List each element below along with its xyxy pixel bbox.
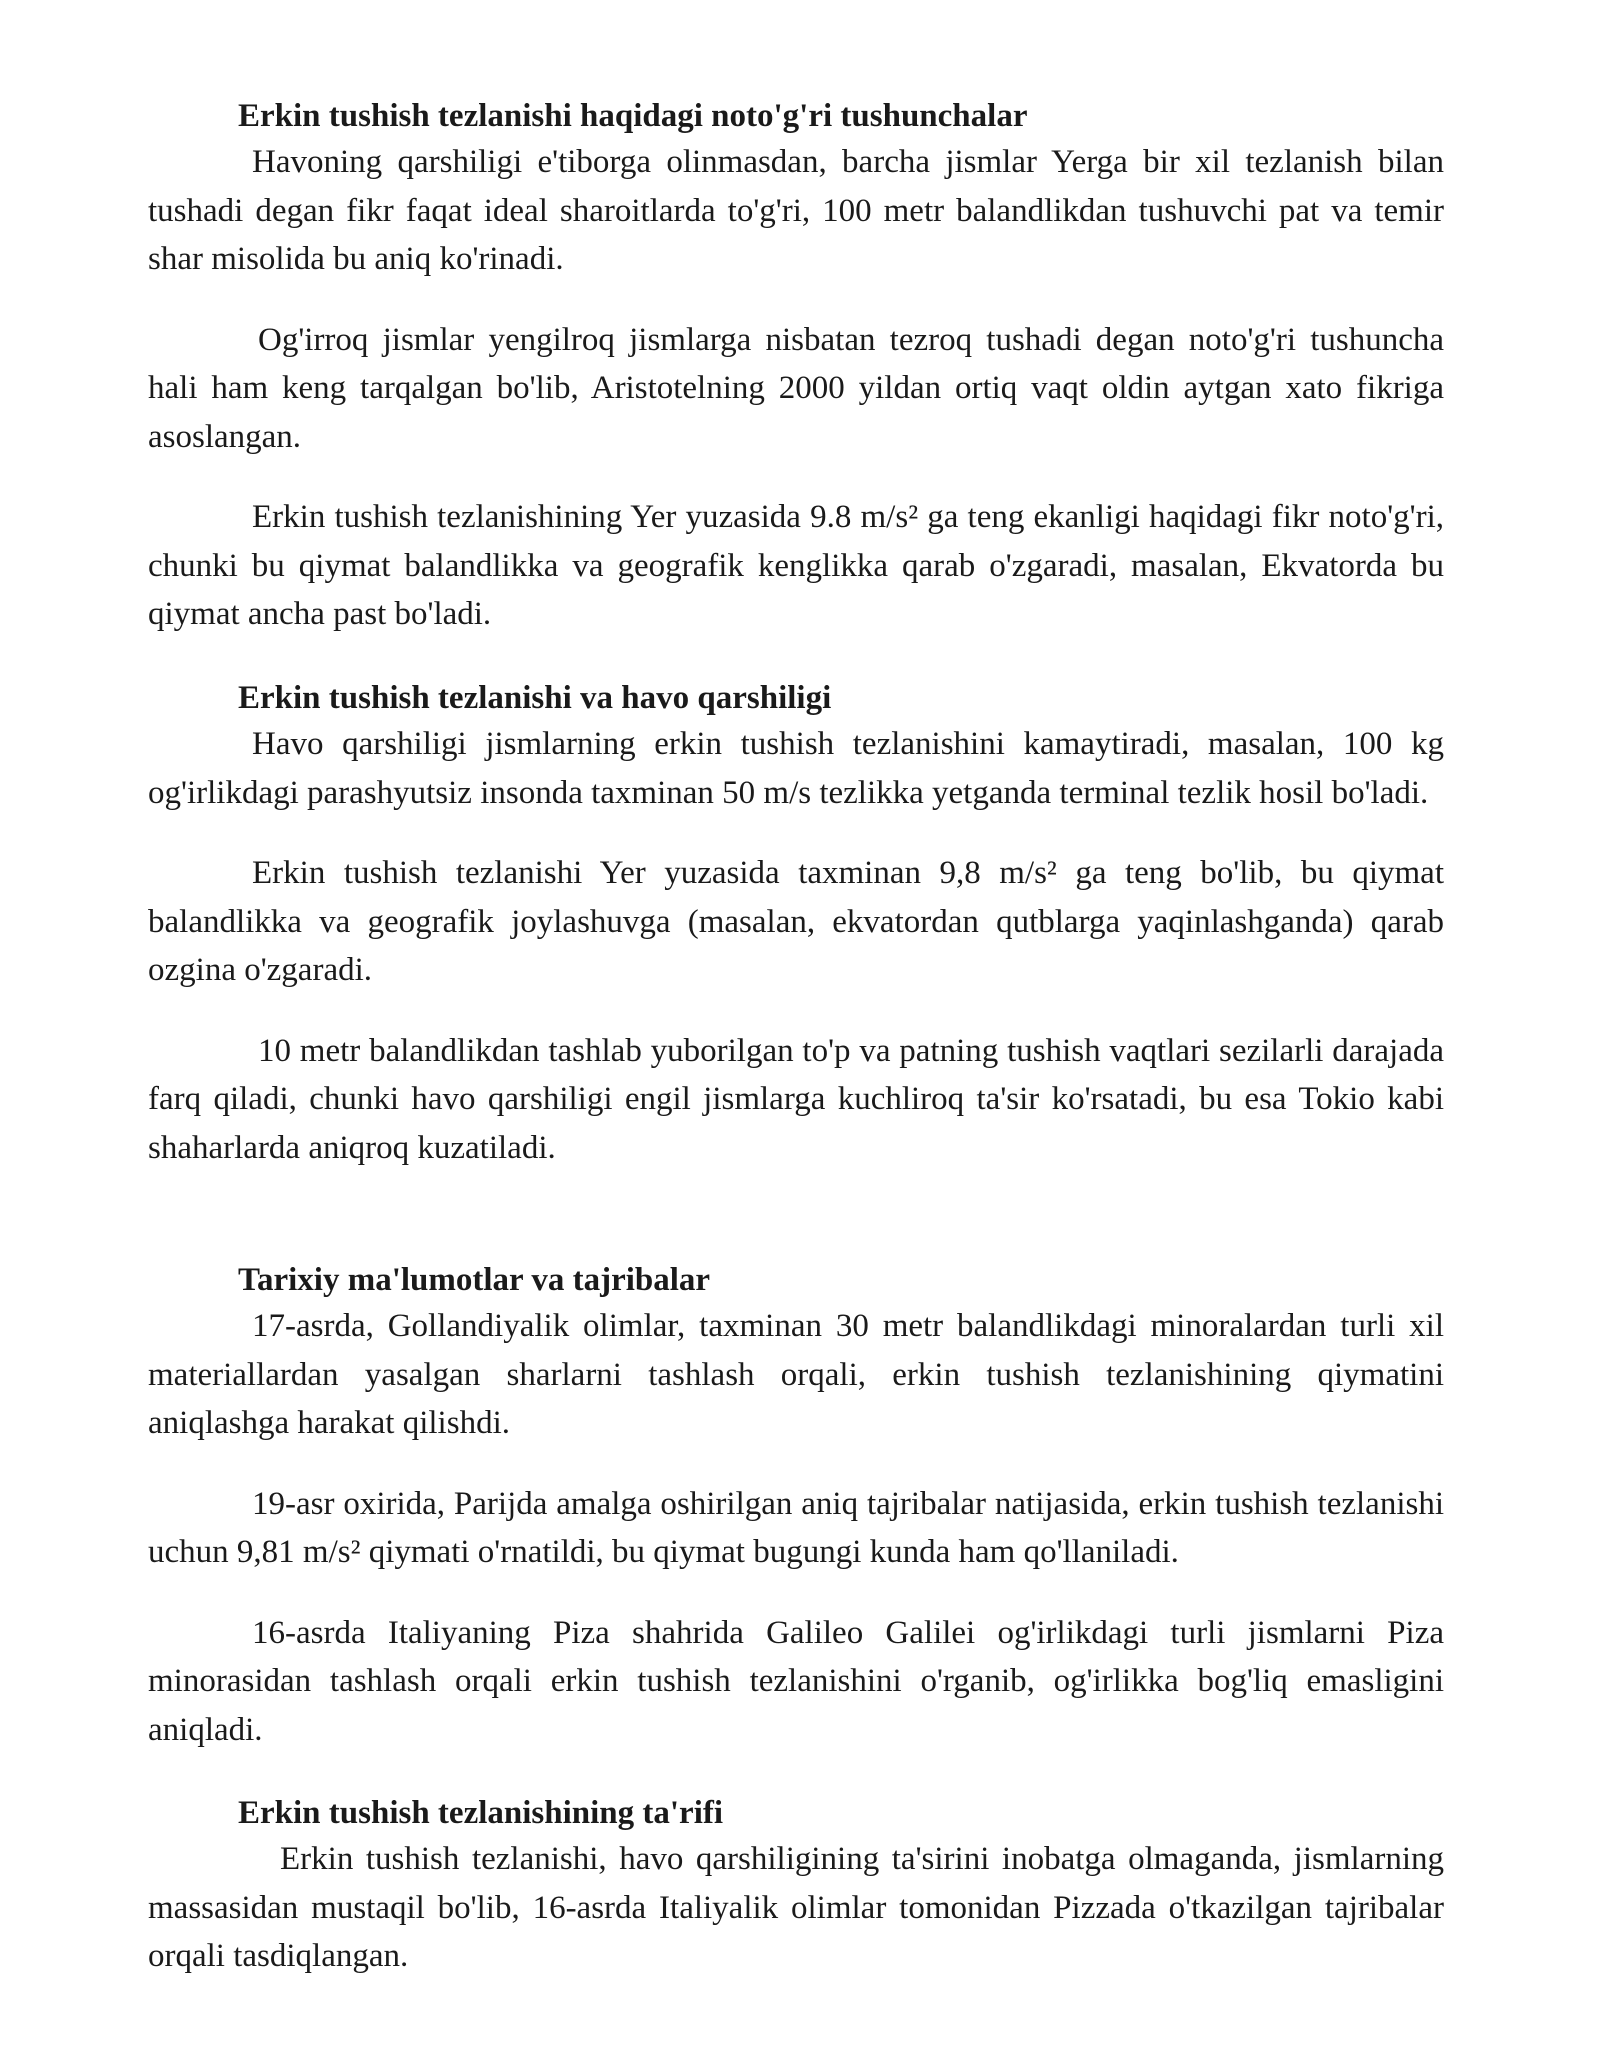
section-heading: Erkin tushish tezlanishining ta'rifi	[238, 1795, 724, 1831]
section-definition	[148, 1791, 1444, 1981]
paragraph: Havo qarshiligi jismlarning erkin tushish tezlanishini kamaytiradi, masalan, 100 kg og'irlikdagi parashyutsiz insonda taxminan 50 m/s tezlikka yetganda terminal tezlik hosil bo'ladi.	[148, 726, 1444, 811]
section-misconceptions	[148, 94, 1444, 639]
paragraph: 16-asrda Italiyaning Piza shahrida Galileo Galilei og'irlikdagi turli jismlarni Piza minorasidan tashlash orqali erkin tushish tezlanishini o'rganib, og'irlikka bog'liq emasligini aniqladi.	[148, 1614, 1444, 1748]
paragraph: Og'irroq jismlar yengilroq jismlarga nisbatan tezroq tushadi degan noto'g'ri tushuncha hali ham keng tarqalgan bo'lib, Aristotelning 2000 yildan ortiq vaqt oldin aytgan xato fikriga asoslangan.	[148, 321, 1444, 455]
section-air-resistance	[148, 676, 1444, 1172]
paragraph: 19-asr oxirida, Parijda amalga oshirilgan aniq tajribalar natijasida, erkin tushish tezlanishi uchun 9,81 m/s² qiymati o'rnatildi, bu qiymat bugungi kunda ham qo'llaniladi.	[148, 1485, 1444, 1570]
section-history	[148, 1258, 1444, 1754]
paragraph: Havoning qarshiligi e'tiborga olinmasdan, barcha jismlar Yerga bir xil tezlanish bilan tushadi degan fikr faqat ideal sharoitlarda to'g'ri, 100 metr balandlikdan tushuvchi pat va temir shar misolida bu aniq ko'rinadi.	[148, 144, 1444, 277]
paragraph: 10 metr balandlikdan tashlab yuborilgan to'p va patning tushish vaqtlari sezilarli darajada farq qiladi, chunki havo qarshiligi engil jismlarga kuchliroq ta'sir ko'rsatadi, bu esa Tokio kabi shaharlarda aniqroq kuzatiladi.	[148, 1032, 1444, 1166]
paragraph: Erkin tushish tezlanishi, havo qarshiligining ta'sirini inobatga olmaganda, jismlarning massasidan mustaqil bo'lib, 16-asrda Italiyalik olimlar tomonidan Pizzada o'tkazilgan tajribalar orqali tasdiqlangan.	[148, 1841, 1444, 1974]
paragraph: 17-asrda, Gollandiyalik olimlar, taxminan 30 metr balandlikdagi minoralardan turli xil materiallardan yasalgan sharlarni tashlash orqali, erkin tushish tezlanishining qiymatini aniqlashga harakat qilishdi.	[148, 1308, 1444, 1441]
section-heading: Erkin tushish tezlanishi haqidagi noto'g'ri tushunchalar	[238, 98, 1028, 134]
section-heading: Tarixiy ma'lumotlar va tajribalar	[238, 1262, 711, 1298]
section-heading: Erkin tushish tezlanishi va havo qarshiligi	[238, 680, 832, 716]
paragraph: Erkin tushish tezlanishi Yer yuzasida taxminan 9,8 m/s² ga teng bo'lib, bu qiymat balandlikka va geografik joylashuvga (masalan, ekvatordan qutblarga yaqinlashganda) qarab ozgina o'zgaradi.	[148, 855, 1444, 988]
paragraph: Erkin tushish tezlanishining Yer yuzasida 9.8 m/s² ga teng ekanligi haqidagi fikr noto'g'ri, chunki bu qiymat balandlikka va geografik kenglikka qarab o'zgaradi, masalan, Ekvatorda bu qiymat ancha past bo'ladi.	[148, 499, 1444, 632]
